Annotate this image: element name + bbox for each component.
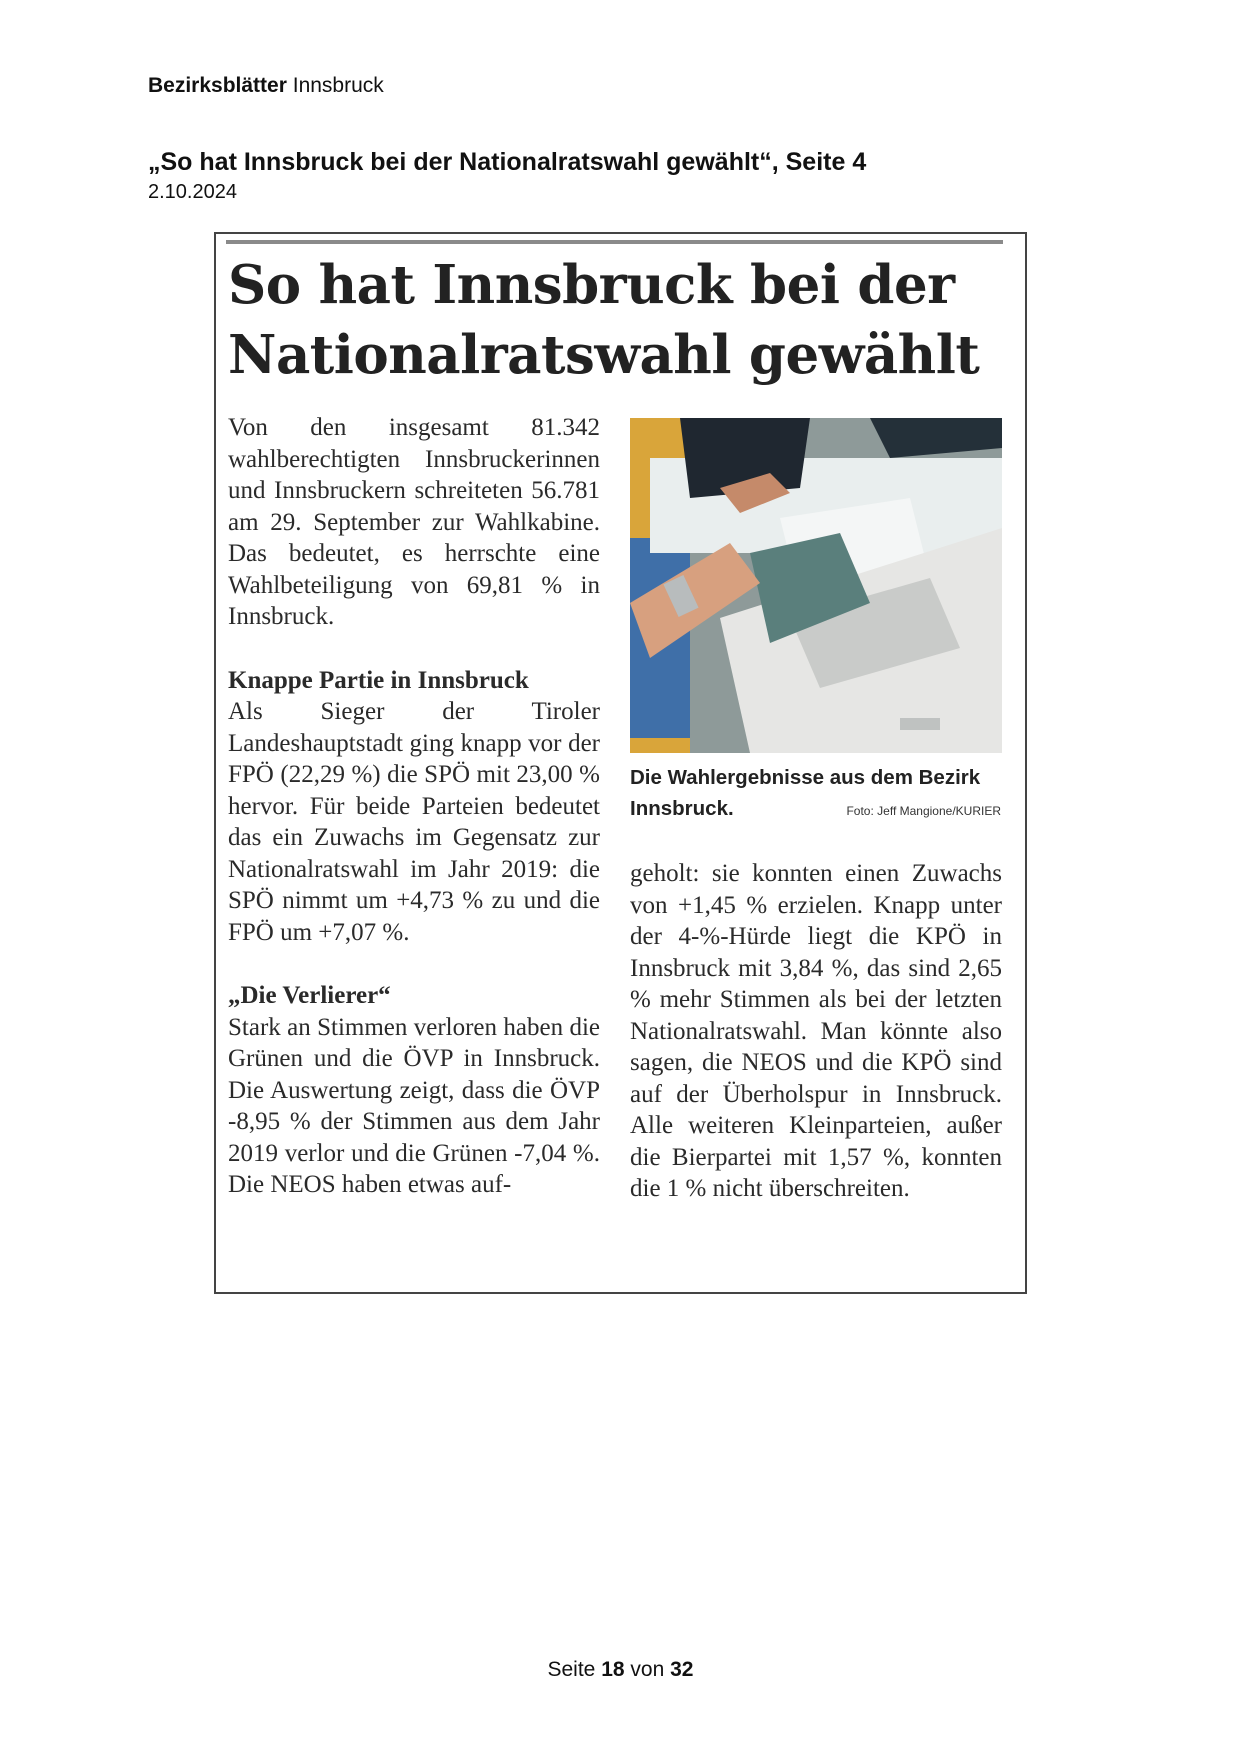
article-column-right xyxy=(630,858,1002,1205)
ballot-box-illustration xyxy=(630,418,1002,753)
photo-caption: Die Wahlergebnisse aus dem Bezirk Innsbruck. xyxy=(630,766,981,820)
publication-name xyxy=(148,74,384,98)
document-date: 2.10.2024 xyxy=(148,181,237,203)
subheading-knappe-partie: Knappe Partie in Innsbruck xyxy=(228,666,529,694)
article-headline xyxy=(228,250,1018,390)
ballot-box-photo xyxy=(630,418,1002,753)
footer-page-number: 18 xyxy=(601,1658,625,1681)
document-title: „So hat Innsbruck bei der Nationalratswahl gewählt“, Seite 4 xyxy=(148,148,867,176)
article-column-left xyxy=(228,412,600,1201)
newspaper-clipping xyxy=(214,232,1027,1294)
page-footer xyxy=(0,1658,1241,1682)
footer-prefix: Seite xyxy=(547,1658,596,1681)
subheading-verlierer: „Die Verlierer“ xyxy=(228,982,391,1009)
article-paragraph-3: geholt: sie konnten einen Zuwachs von +1,45 % erzielen. Knapp unter der 4-%-Hürde liegt die KPÖ in Innsbruck mit 3,84 %, das sind 2,65 % mehr Stimmen als bei der letzten Nationalratswahl. Man könnte also sagen, die NEOS und die KPÖ sind auf der Überholspur in Innsbruck. Alle weiteren Kleinparteien, außer die Bierpartei mit 1,57 %, konnten die 1 % nicht überschreiten. xyxy=(630,860,1002,1202)
article-paragraph-1: Als Sieger der Tiroler Landeshauptstadt ging knapp vor der FPÖ (22,29 %) die SPÖ mit 23,00 % hervor. Für beide Parteien bedeutet das ein Zuwachs im Gegensatz zur Nationalratswahl im Jahr 2019: die SPÖ nimmt um +4,73 % zu und die FPÖ um +7,07 %. xyxy=(228,698,600,946)
article-intro: Von den insgesamt 81.342 wahlberechtigten Innsbruckerinnen und Innsbruckern schreiteten 56.781 am 29. September zur Wahlkabine. Das bedeutet, es herrschte eine Wahlbeteiligung von 69,81 % in Innsbruck. xyxy=(228,414,600,630)
footer-page-total: 32 xyxy=(670,1658,694,1681)
top-rule xyxy=(226,240,1003,244)
headline-line-1: So hat Innsbruck bei der xyxy=(228,254,955,316)
photo-credit: Foto: Jeff Mangione/KURIER xyxy=(846,804,1001,818)
publication-name-city: Innsbruck xyxy=(292,74,384,97)
headline-line-2: Nationalratswahl gewählt xyxy=(228,324,980,386)
article-paragraph-2: Stark an Stimmen verloren haben die Grünen und die ÖVP in Innsbruck. Die Auswertung zeigt, dass die ÖVP -8,95 % der Stimmen aus dem Jahr 2019 verlor und die Grünen -7,04 %. Die NEOS haben etwas auf- xyxy=(228,1013,600,1198)
publication-name-bold: Bezirksblätter xyxy=(148,74,287,97)
footer-middle: von xyxy=(630,1658,665,1681)
